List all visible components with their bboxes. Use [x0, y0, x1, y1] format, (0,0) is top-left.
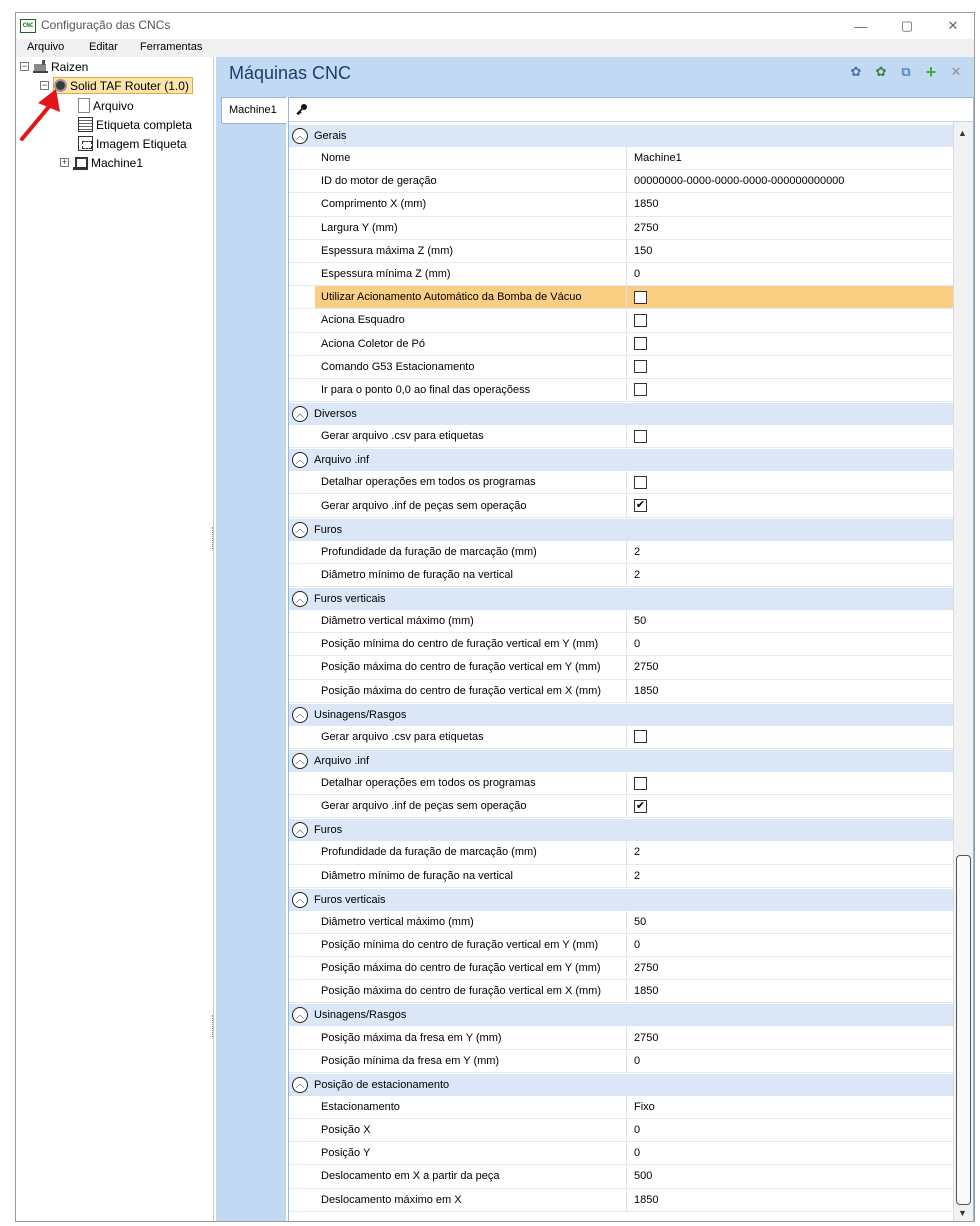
row-gutter	[289, 541, 315, 563]
category-header[interactable]	[289, 1073, 953, 1096]
row-gutter	[289, 286, 315, 308]
property-value-cell[interactable]	[627, 865, 953, 887]
property-value-cell[interactable]	[627, 147, 953, 169]
property-value-cell[interactable]	[627, 240, 953, 262]
property-value-cell[interactable]	[627, 656, 953, 678]
property-value[interactable]: 0	[634, 268, 641, 281]
collapse-chevron-icon[interactable]: ︿	[292, 753, 308, 769]
property-value-cell[interactable]	[627, 309, 953, 331]
property-name: Posição mínima da fresa em Y (mm)	[315, 1050, 627, 1072]
tree-node-label: Etiqueta completa	[96, 117, 193, 132]
property-value[interactable]: 0	[634, 1147, 641, 1160]
category-header[interactable]	[289, 124, 953, 147]
row-gutter	[289, 934, 315, 956]
property-grid	[288, 97, 974, 1222]
property-value[interactable]: 0	[634, 1124, 641, 1137]
row-gutter	[289, 263, 315, 285]
main-window	[15, 12, 975, 1222]
category-header[interactable]	[289, 818, 953, 841]
delete-icon[interactable]: ✕	[950, 64, 962, 79]
row-gutter	[289, 911, 315, 933]
property-row[interactable]	[289, 865, 953, 888]
property-name: Gerar arquivo .csv para etiquetas	[315, 425, 627, 447]
property-value[interactable]: 500	[634, 1170, 653, 1183]
collapse-chevron-icon[interactable]: ︿	[292, 1007, 308, 1023]
property-row[interactable]	[289, 1026, 953, 1049]
property-name: Deslocamento máximo em X	[315, 1189, 627, 1211]
property-row[interactable]	[289, 425, 953, 448]
collapse-chevron-icon[interactable]: ︿	[292, 452, 308, 468]
property-value[interactable]: 2	[634, 846, 641, 859]
scroll-up-icon[interactable]: ▲	[958, 128, 967, 138]
property-value-cell[interactable]	[627, 1119, 953, 1141]
property-name: Deslocamento em X a partir da peça	[315, 1165, 627, 1187]
property-value-cell[interactable]	[627, 425, 953, 447]
category-header[interactable]	[289, 1003, 953, 1026]
window-title: Configuração das CNCs	[41, 18, 171, 32]
property-value[interactable]: Fixo	[634, 1100, 655, 1113]
row-gutter	[289, 471, 315, 493]
maximize-button[interactable]: ▢	[900, 18, 914, 33]
red-arrow-annotation	[16, 57, 96, 147]
splitter-handle[interactable]	[212, 1015, 215, 1037]
property-name: Posição máxima do centro de furação vertical em X (mm)	[315, 980, 627, 1002]
collapse-icon[interactable]: −	[21, 61, 28, 71]
property-value-cell[interactable]	[627, 286, 953, 308]
row-gutter	[289, 240, 315, 262]
tree-node-label: Raizen	[51, 59, 89, 74]
category-header[interactable]	[289, 703, 953, 726]
copy-icon[interactable]: ⧉	[901, 64, 911, 79]
property-value[interactable]: 150	[634, 244, 653, 257]
row-gutter	[289, 1189, 315, 1211]
property-name: Espessura máxima Z (mm)	[315, 240, 627, 262]
cnc-icon	[73, 156, 88, 170]
menu-arquivo[interactable]: Arquivo	[27, 41, 65, 53]
property-row[interactable]	[289, 1050, 953, 1073]
category-name: Furos	[314, 824, 343, 837]
property-checkbox[interactable]	[634, 383, 647, 396]
property-checkbox[interactable]	[634, 730, 647, 743]
property-row[interactable]	[289, 610, 953, 633]
row-gutter	[289, 980, 315, 1002]
category-name: Furos verticais	[314, 593, 386, 605]
property-value[interactable]: 1850	[634, 1193, 659, 1206]
property-value-cell[interactable]	[627, 772, 953, 794]
row-gutter	[289, 957, 315, 979]
property-list	[289, 124, 953, 1212]
property-row[interactable]	[289, 494, 953, 517]
row-gutter	[289, 333, 315, 355]
property-name: Posição Y	[315, 1142, 627, 1164]
property-checkbox[interactable]: ✔	[635, 799, 646, 812]
property-value-cell[interactable]	[627, 494, 953, 516]
property-name: Estacionamento	[315, 1096, 627, 1118]
row-gutter	[289, 795, 315, 817]
property-checkbox[interactable]: ✔	[635, 499, 646, 512]
property-name: Posição máxima do centro de furação vertical em Y (mm)	[315, 656, 627, 678]
property-value-cell[interactable]	[627, 1165, 953, 1187]
property-value[interactable]: 2750	[634, 962, 659, 975]
property-name: Profundidade da furação de marcação (mm)	[315, 541, 627, 563]
property-value-cell[interactable]	[627, 610, 953, 632]
machines-panel	[216, 57, 974, 1222]
property-checkbox[interactable]	[634, 777, 647, 790]
property-name: Detalhar operações em todos os programas	[315, 471, 627, 493]
property-row[interactable]	[289, 957, 953, 980]
property-value[interactable]: 0	[634, 1054, 641, 1067]
tree-node-label: Arquivo	[93, 98, 134, 113]
property-name: Profundidade da furação de marcação (mm)	[315, 841, 627, 863]
row-gutter	[289, 564, 315, 586]
property-value-cell[interactable]	[627, 564, 953, 586]
row-gutter	[289, 170, 315, 192]
property-value[interactable]: 00000000-0000-0000-0000-000000000000	[634, 175, 845, 188]
menu-ferramentas[interactable]: Ferramentas	[140, 41, 203, 53]
property-value-cell[interactable]	[627, 980, 953, 1002]
close-button[interactable]: ✕	[947, 18, 959, 33]
row-gutter	[289, 494, 315, 516]
property-value[interactable]: 2	[634, 545, 641, 558]
category-name: Usinagens/Rasgos	[314, 708, 407, 721]
row-gutter	[289, 425, 315, 447]
property-value[interactable]: 2750	[634, 661, 659, 674]
collapse-chevron-icon[interactable]: ︿	[292, 892, 308, 908]
property-row[interactable]	[289, 980, 953, 1003]
category-header[interactable]	[289, 888, 953, 911]
property-checkbox[interactable]	[634, 314, 647, 327]
property-name: Posição máxima do centro de furação vertical em Y (mm)	[315, 957, 627, 979]
property-row[interactable]	[289, 633, 953, 656]
property-row[interactable]	[289, 333, 953, 356]
property-value-cell[interactable]	[627, 1050, 953, 1072]
property-name: Aciona Esquadro	[315, 309, 627, 331]
property-name: Ir para o ponto 0,0 ao final das operaçõess	[315, 379, 627, 401]
tree-node-label: Solid TAF Router (1.0)	[70, 78, 189, 93]
title-bar	[16, 13, 974, 39]
row-gutter	[289, 841, 315, 863]
tree-node-label: Imagem Etiqueta	[96, 136, 187, 151]
row-gutter	[289, 1165, 315, 1187]
property-value-cell[interactable]	[627, 333, 953, 355]
tree-node-machine1[interactable]	[60, 154, 143, 171]
property-value-cell[interactable]	[627, 193, 953, 215]
collapse-chevron-icon[interactable]: ︿	[292, 1077, 308, 1093]
property-row[interactable]	[289, 217, 953, 240]
property-value[interactable]: 2	[634, 869, 641, 882]
property-value-cell[interactable]	[627, 841, 953, 863]
property-row[interactable]	[289, 656, 953, 679]
property-row[interactable]	[289, 564, 953, 587]
row-gutter	[289, 379, 315, 401]
category-name: Furos	[314, 523, 343, 536]
tab-machine1[interactable]: Machine1	[221, 97, 286, 124]
row-gutter	[289, 680, 315, 702]
panel-title: Máquinas CNC	[229, 63, 352, 83]
category-header[interactable]	[289, 448, 953, 471]
property-row[interactable]	[289, 471, 953, 494]
row-gutter	[289, 309, 315, 331]
property-row[interactable]	[289, 240, 953, 263]
collapse-chevron-icon[interactable]: ︿	[292, 522, 308, 538]
category-name: Usinagens/Rasgos	[314, 1009, 407, 1022]
category-header[interactable]	[289, 587, 953, 610]
row-gutter	[289, 356, 315, 378]
menu-editar[interactable]: Editar	[89, 41, 118, 53]
property-value-cell[interactable]	[627, 1026, 953, 1048]
category-header[interactable]	[289, 749, 953, 772]
menu-bar	[16, 39, 974, 57]
search-input[interactable]	[289, 98, 973, 122]
property-name: Espessura mínima Z (mm)	[315, 263, 627, 285]
collapse-icon[interactable]: −	[41, 80, 48, 90]
minimize-button[interactable]: —	[854, 18, 868, 34]
row-gutter	[289, 633, 315, 655]
property-value-cell[interactable]	[627, 541, 953, 563]
category-name: Arquivo .inf	[314, 754, 370, 767]
property-name: Gerar arquivo .inf de peças sem operação	[315, 494, 627, 516]
row-gutter	[289, 610, 315, 632]
property-row[interactable]	[289, 934, 953, 957]
property-row[interactable]	[289, 263, 953, 286]
property-name: Comprimento X (mm)	[315, 193, 627, 215]
property-row[interactable]	[289, 726, 953, 749]
category-header[interactable]	[289, 402, 953, 425]
property-value-cell[interactable]	[627, 356, 953, 378]
property-row[interactable]	[289, 356, 953, 379]
row-gutter	[289, 193, 315, 215]
property-value[interactable]: 50	[634, 615, 647, 628]
property-row[interactable]	[289, 379, 953, 402]
settings-green-icon[interactable]: ✿	[875, 64, 887, 79]
row-gutter	[289, 1050, 315, 1072]
collapse-chevron-icon[interactable]: ︿	[292, 591, 308, 607]
property-row[interactable]	[289, 1119, 953, 1142]
add-icon[interactable]: +	[925, 61, 937, 82]
property-value-cell[interactable]	[627, 170, 953, 192]
row-gutter	[289, 656, 315, 678]
property-checkbox[interactable]	[634, 360, 647, 373]
row-gutter	[289, 1119, 315, 1141]
property-row[interactable]	[289, 170, 953, 193]
category-name: Furos verticais	[314, 893, 386, 906]
row-gutter	[289, 1096, 315, 1118]
expand-icon[interactable]: +	[61, 157, 68, 167]
category-name: Diversos	[314, 408, 357, 421]
property-row[interactable]	[289, 286, 953, 309]
tree-node-label: Machine1	[91, 155, 144, 170]
property-row[interactable]	[289, 1189, 953, 1212]
property-value[interactable]: 2750	[634, 1031, 659, 1044]
property-value-cell[interactable]	[627, 1142, 953, 1164]
property-value-cell[interactable]	[627, 726, 953, 748]
property-value-cell[interactable]	[627, 471, 953, 493]
scroll-down-icon[interactable]: ▼	[958, 1208, 967, 1218]
property-row[interactable]	[289, 1142, 953, 1165]
row-gutter	[289, 1142, 315, 1164]
property-value-cell[interactable]	[627, 379, 953, 401]
property-value[interactable]: 1850	[634, 198, 659, 211]
row-gutter	[289, 147, 315, 169]
property-value[interactable]: Machine1	[634, 152, 682, 165]
property-name: Aciona Coletor de Pó	[315, 333, 627, 355]
property-row[interactable]	[289, 680, 953, 703]
category-name: Posição de estacionamento	[314, 1078, 450, 1091]
property-value-cell[interactable]	[627, 934, 953, 956]
property-checkbox[interactable]	[634, 476, 647, 489]
property-value[interactable]: 1850	[634, 684, 659, 697]
property-name: Posição mínima do centro de furação vertical em Y (mm)	[315, 934, 627, 956]
category-name: Gerais	[314, 130, 347, 142]
collapse-chevron-icon[interactable]: ︿	[292, 707, 308, 723]
property-checkbox[interactable]	[634, 291, 647, 304]
property-row[interactable]	[289, 541, 953, 564]
property-row[interactable]	[289, 147, 953, 170]
property-name: Utilizar Acionamento Automático da Bomba de Vácuo	[315, 286, 627, 308]
row-gutter	[289, 772, 315, 794]
property-name: Largura Y (mm)	[315, 217, 627, 239]
app-cnc-icon: CNC	[20, 19, 36, 33]
property-row[interactable]	[289, 841, 953, 864]
property-checkbox[interactable]	[634, 337, 647, 350]
property-name: Posição máxima do centro de furação vertical em X (mm)	[315, 680, 627, 702]
scrollbar-thumb[interactable]	[956, 855, 971, 1205]
collapse-chevron-icon[interactable]: ︿	[292, 822, 308, 838]
row-gutter	[289, 217, 315, 239]
property-value-cell[interactable]	[627, 957, 953, 979]
property-value-cell[interactable]	[627, 1189, 953, 1211]
property-value-cell[interactable]	[627, 911, 953, 933]
property-value-cell[interactable]	[627, 263, 953, 285]
property-name: Diâmetro vertical máximo (mm)	[315, 610, 627, 632]
property-name: ID do motor de geração	[315, 170, 627, 192]
property-value[interactable]: 1850	[634, 985, 659, 998]
property-value-cell[interactable]	[627, 633, 953, 655]
property-name: Gerar arquivo .inf de peças sem operação	[315, 795, 627, 817]
property-value[interactable]: 0	[634, 638, 641, 651]
category-name: Arquivo .inf	[314, 454, 370, 467]
row-gutter	[289, 726, 315, 748]
property-row[interactable]	[289, 772, 953, 795]
property-value-cell[interactable]	[627, 1096, 953, 1118]
property-checkbox[interactable]	[634, 430, 647, 443]
property-name: Posição mínima do centro de furação vertical em Y (mm)	[315, 633, 627, 655]
row-gutter	[289, 1026, 315, 1048]
property-value[interactable]: 2	[634, 568, 641, 581]
category-header[interactable]	[289, 518, 953, 541]
property-name: Diâmetro vertical máximo (mm)	[315, 911, 627, 933]
property-row[interactable]	[289, 1096, 953, 1119]
settings-gear-icon[interactable]: ✿	[850, 64, 862, 79]
property-name: Posição máxima da fresa em Y (mm)	[315, 1026, 627, 1048]
property-row[interactable]	[289, 309, 953, 332]
tree-view	[16, 57, 214, 1222]
property-value[interactable]: 50	[634, 915, 647, 928]
property-name: Gerar arquivo .csv para etiquetas	[315, 726, 627, 748]
property-name: Posição X	[315, 1119, 627, 1141]
property-name: Diâmetro mínimo de furação na vertical	[315, 865, 627, 887]
property-value-cell[interactable]	[627, 795, 953, 817]
property-row[interactable]	[289, 911, 953, 934]
property-name: Detalhar operações em todos os programas	[315, 772, 627, 794]
property-value[interactable]: 0	[634, 938, 641, 951]
property-row[interactable]	[289, 193, 953, 216]
property-value-cell[interactable]	[627, 680, 953, 702]
collapse-chevron-icon[interactable]: ︿	[292, 406, 308, 422]
row-gutter	[289, 865, 315, 887]
property-value[interactable]: 2750	[634, 221, 659, 234]
property-name: Comando G53 Estacionamento	[315, 356, 627, 378]
property-value-cell[interactable]	[627, 217, 953, 239]
key-icon	[296, 103, 308, 115]
collapse-chevron-icon[interactable]: ︿	[292, 128, 308, 144]
vertical-scrollbar[interactable]	[953, 122, 973, 1221]
property-row[interactable]	[289, 1165, 953, 1188]
splitter-handle[interactable]	[212, 527, 215, 549]
property-name: Diâmetro mínimo de furação na vertical	[315, 564, 627, 586]
property-row[interactable]	[289, 795, 953, 818]
property-name: Nome	[315, 147, 627, 169]
